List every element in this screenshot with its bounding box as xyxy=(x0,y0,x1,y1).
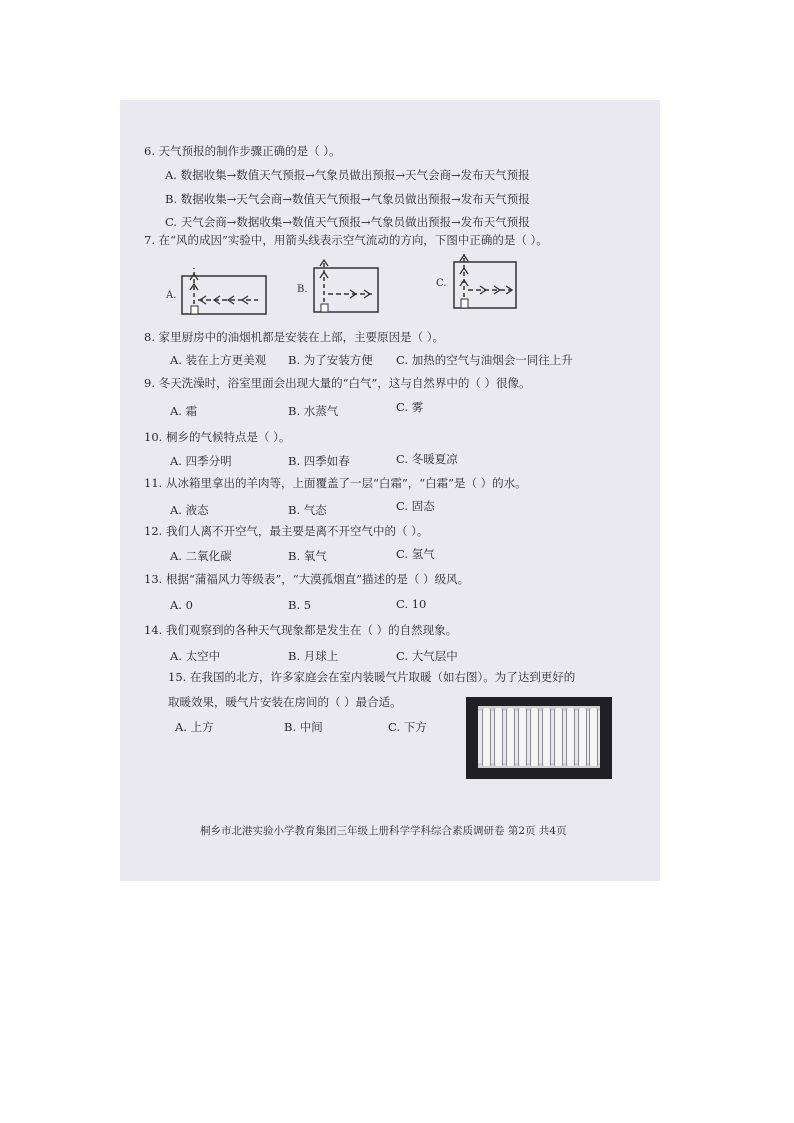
question-15-option-b: B. 中间 xyxy=(284,720,323,734)
question-12-option-b: B. 氧气 xyxy=(288,549,327,563)
figure-c-label: C. xyxy=(436,278,447,289)
question-13-option-c: C. 10 xyxy=(396,597,427,611)
question-6-option-c: C. 天气会商→数据收集→数值天气预报→气象员做出预报→发布天气预报 xyxy=(165,215,530,229)
question-9-stem: 9. 冬天洗澡时，浴室里面会出现大量的“白气”，这与自然界中的（ ）很像。 xyxy=(144,376,531,390)
question-10-option-a: A. 四季分明 xyxy=(170,454,232,468)
radiator-image xyxy=(466,697,612,779)
question-12-option-a: A. 二氧化碳 xyxy=(170,549,232,563)
question-12-stem: 12. 我们人离不开空气，最主要是离不开空气中的（ ）。 xyxy=(144,524,429,538)
question-8-option-c: C. 加热的空气与油烟会一同往上升 xyxy=(396,353,573,367)
figure-c-wind-diagram xyxy=(450,252,520,310)
question-13-option-b: B. 5 xyxy=(288,598,312,612)
question-9-option-b: B. 水蒸气 xyxy=(288,404,339,418)
question-13-stem: 13. 根据“蒲福风力等级表”，“大漠孤烟直”描述的是（ ）级风。 xyxy=(144,572,470,586)
question-15-stem-line2: 取暖效果，暖气片安装在房间的（ ）最合适。 xyxy=(168,695,402,709)
question-15-stem-line1: 15. 在我国的北方，许多家庭会在室内装暖气片取暖（如右图）。为了达到更好的 xyxy=(168,670,576,684)
question-6-stem: 6. 天气预报的制作步骤正确的是（ ）。 xyxy=(144,144,341,158)
question-15-option-a: A. 上方 xyxy=(175,720,214,734)
figure-a-wind-diagram xyxy=(178,264,270,316)
question-14-option-a: A. 太空中 xyxy=(170,649,221,663)
question-10-option-c: C. 冬暖夏凉 xyxy=(396,452,458,466)
question-8-stem: 8. 家里厨房中的油烟机都是安装在上部，主要原因是（ ）。 xyxy=(144,330,445,344)
page-footer: 桐乡市北港实验小学教育集团三年级上册科学学科综合素质调研卷 第2页 共4页 xyxy=(200,825,567,837)
question-11-stem: 11. 从冰箱里拿出的羊肉等，上面覆盖了一层“白霜”，“白霜”是（ ）的水。 xyxy=(144,476,527,490)
question-7-stem: 7. 在“风的成因”实验中，用箭头线表示空气流动的方向，下图中正确的是（ ）。 xyxy=(144,233,548,247)
question-8-option-b: B. 为了安装方便 xyxy=(288,353,373,367)
figure-b-label: B. xyxy=(297,284,308,295)
question-8-option-a: A. 装在上方更美观 xyxy=(170,353,267,367)
question-14-option-b: B. 月球上 xyxy=(288,649,339,663)
question-6-option-a: A. 数据收集→数值天气预报→气象员做出预报→天气会商→发布天气预报 xyxy=(165,168,530,182)
question-13-option-a: A. 0 xyxy=(170,598,193,612)
question-9-option-c: C. 雾 xyxy=(396,400,424,414)
figure-a-label: A. xyxy=(166,290,177,301)
question-14-stem: 14. 我们观察到的各种天气现象都是发生在（ ）的自然现象。 xyxy=(144,623,458,637)
question-14-option-c: C. 大气层中 xyxy=(396,649,458,663)
question-9-option-a: A. 霜 xyxy=(170,404,198,418)
question-12-option-c: C. 氢气 xyxy=(396,547,435,561)
question-10-stem: 10. 桐乡的气候特点是（ ）。 xyxy=(144,430,291,444)
question-11-option-c: C. 固态 xyxy=(396,499,435,513)
question-11-option-a: A. 液态 xyxy=(170,503,209,517)
question-15-option-c: C. 下方 xyxy=(388,720,427,734)
question-6-option-b: B. 数据收集→天气会商→数值天气预报→气象员做出预报→发布天气预报 xyxy=(165,192,530,206)
figure-b-wind-diagram xyxy=(310,256,382,314)
question-11-option-b: B. 气态 xyxy=(288,503,327,517)
question-10-option-b: B. 四季如春 xyxy=(288,454,350,468)
